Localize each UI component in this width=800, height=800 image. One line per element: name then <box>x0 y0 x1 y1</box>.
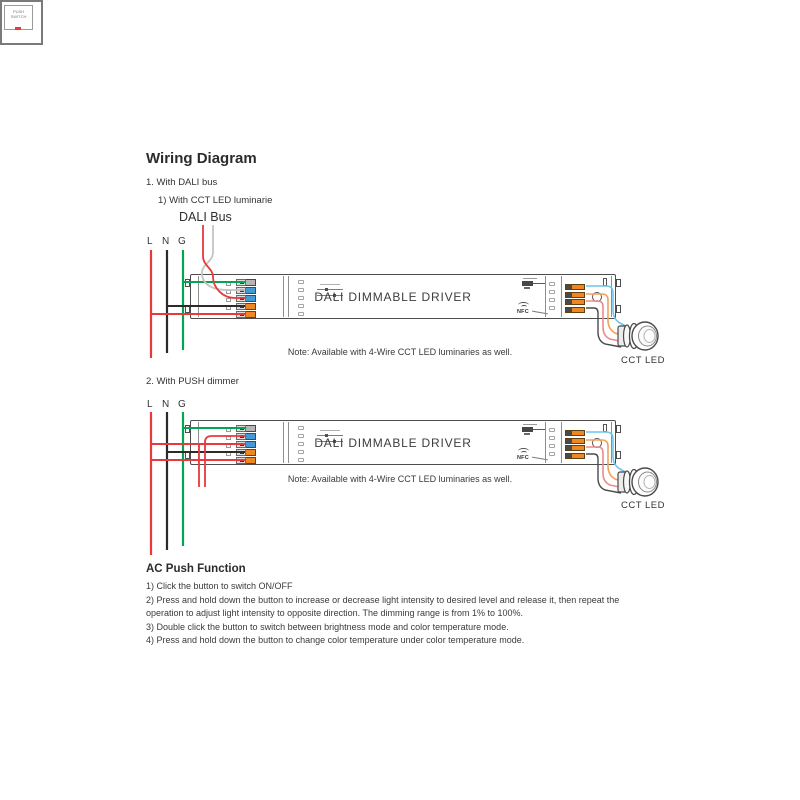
live-wire-label: L <box>147 399 153 410</box>
mounting-ear <box>185 305 190 313</box>
panel-divider <box>288 276 289 317</box>
input-terminal-ground <box>236 279 267 286</box>
section-1-heading: 1. With DALI bus <box>146 177 218 188</box>
input-terminal-push-1 <box>236 433 267 440</box>
panel-divider <box>545 276 546 317</box>
vent-hole <box>549 436 555 440</box>
live-wire-label: L <box>147 236 153 247</box>
push-switch <box>0 0 43 45</box>
dali-bus-label: DALI Bus <box>179 210 232 224</box>
wire-entry-hole <box>226 282 231 286</box>
cct-led-lamp <box>618 468 658 496</box>
panel-divider <box>561 276 562 317</box>
panel-divider <box>198 422 199 463</box>
end-cap-slot <box>603 278 607 286</box>
mounting-ear <box>616 425 621 433</box>
vent-hole <box>549 306 555 310</box>
cct-led-label: CCT LED <box>621 355 665 366</box>
panel-divider <box>198 276 199 317</box>
input-terminal-live <box>236 457 267 464</box>
driver-name: DALI DIMMABLE DRIVER <box>314 289 472 304</box>
nfc-label: NFC <box>517 455 529 461</box>
output-terminal <box>565 438 585 444</box>
ac-push-heading: AC Push Function <box>146 563 246 575</box>
vent-hole <box>549 282 555 286</box>
output-terminal <box>565 307 585 313</box>
input-terminal-ground <box>236 425 267 432</box>
wire-entry-hole <box>226 306 231 310</box>
vent-hole <box>549 298 555 302</box>
vent-hole <box>549 452 555 456</box>
push-driver-unit <box>190 420 616 465</box>
mounting-ear <box>616 451 621 459</box>
cct-led-label: CCT LED <box>621 500 665 511</box>
instruction-item: 1) Click the button to switch ON/OFF <box>146 581 293 591</box>
panel-divider <box>561 422 562 463</box>
screw-hole <box>592 438 602 448</box>
input-terminal-neutral <box>236 449 267 456</box>
input-terminal-push-2 <box>236 441 267 448</box>
section-1-subheading: 1) With CCT LED luminarie <box>158 195 273 206</box>
instruction-item: 3) Double click the button to switch between brightness mode and color temperature mode. <box>146 621 509 632</box>
push-switch-button <box>15 27 21 30</box>
screw-hole <box>592 292 602 302</box>
ac-push-function-section <box>146 563 628 648</box>
panel-divider <box>611 422 612 463</box>
output-terminal <box>565 299 585 305</box>
input-terminal-dali-2 <box>236 295 267 302</box>
wire-entry-hole <box>226 452 231 456</box>
vent-hole <box>549 290 555 294</box>
mounting-ear <box>616 279 621 287</box>
instruction-item: 4) Press and hold down the button to change color temperature under color temperature mode. <box>146 635 525 645</box>
output-terminal <box>565 430 585 436</box>
ground-wire-label: G <box>178 236 186 247</box>
dali-driver-unit <box>190 274 616 319</box>
mounting-ear <box>185 425 190 433</box>
cct-led-lamp <box>618 322 658 350</box>
ground-wire-label: G <box>178 399 186 410</box>
input-terminal-neutral <box>236 303 267 310</box>
instruction-item: 2) Press and hold down the button to increase or decrease light intensity to desired level and release it, then repeat the operation to adjust light intensity to opposite direction. The dimming range is from 1% to 100%. <box>146 594 620 618</box>
mounting-ear <box>616 305 621 313</box>
panel-divider <box>545 422 546 463</box>
note-text: Note: Available with 4-Wire CCT LED luminaries as well. <box>287 474 513 484</box>
wire-entry-hole <box>226 298 231 302</box>
neutral-wire-label: N <box>162 236 170 247</box>
end-cap-slot <box>603 424 607 432</box>
vent-hole <box>549 444 555 448</box>
wire-entry-hole <box>226 290 231 294</box>
mounting-ear <box>185 451 190 459</box>
wire-entry-hole <box>226 436 231 440</box>
driver-name: DALI DIMMABLE DRIVER <box>314 435 472 450</box>
mounting-ear <box>185 279 190 287</box>
output-terminal <box>565 284 585 290</box>
input-terminal-live <box>236 311 267 318</box>
push-switch-label: PUSH SWITCH <box>4 5 33 30</box>
wire-entry-hole <box>226 428 231 432</box>
section-2-heading: 2. With PUSH dimmer <box>146 376 239 387</box>
wire-entry-hole <box>226 444 231 448</box>
panel-divider <box>283 422 284 463</box>
neutral-wire-label: N <box>162 399 170 410</box>
panel-divider <box>283 276 284 317</box>
input-terminal-dali-1 <box>236 287 267 294</box>
note-text: Note: Available with 4-Wire CCT LED luminaries as well. <box>287 347 513 357</box>
panel-divider <box>611 276 612 317</box>
output-terminal <box>565 292 585 298</box>
output-terminal <box>565 445 585 451</box>
page-title: Wiring Diagram <box>146 150 257 167</box>
panel-divider <box>288 422 289 463</box>
nfc-label: NFC <box>517 309 529 315</box>
vent-hole <box>549 428 555 432</box>
output-terminal <box>565 453 585 459</box>
